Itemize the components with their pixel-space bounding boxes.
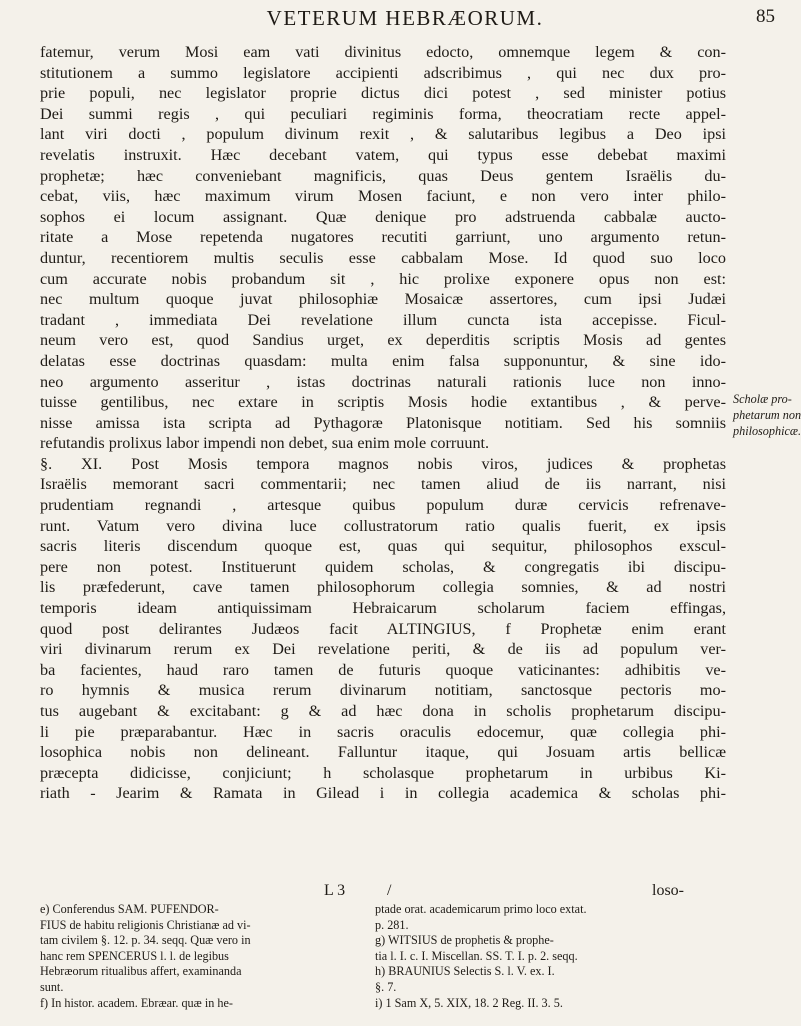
footnote-line: Hebræorum ritualibus affert, examinanda [40,964,242,979]
text-line: ro hymnis & musica rerum divinarum notitiam, sanctosque pectoris mo- [40,681,726,700]
text-line: cebat, viis, hæc maximum virum Mosen faciunt, e non vero inter philo- [40,187,726,206]
footnotes-left-column [40,902,365,1011]
signature-tick: / [387,882,392,899]
text-line: tuisse gentilibus, nec extare in scriptis Mosis hodie extantibus , & perve- [40,393,726,412]
text-line: quod post delirantes Judæos facit ALTINGIUS, f Prophetæ enim erant [40,619,726,638]
text-line: lis præfederunt, cave tamen philosophorum collegia somnies, & ad nostri [40,578,726,597]
text-line: neo argumento asseritur , istas doctrinas naturali rationis luce non inno- [40,372,726,391]
text-line: præcepta didicisse, conjiciunt; h scholasque prophetarum in urbibus Ki- [40,763,726,782]
signature-line [0,882,801,902]
text-line: duntur, recentiorem multis seculis esse cabbalam Mose. Id quod suo loco [40,248,726,267]
text-line: Dei summi regis , qui peculiari regiminis forma, theocratiam recte appel- [40,104,726,123]
text-line: prudentiam regnandi , artesque quibus populum duræ cervicis refrenave- [40,496,726,515]
footnotes-right-column [375,902,725,1011]
footnote-line: §. 7. [375,979,397,994]
text-line: lant viri docti , populum divinum rexit , & salutaribus legibus a Deo ipsi [40,125,726,144]
text-line: nec multum quoque juvat philosophiæ Mosaicæ assertores, cum ipsi Judæi [40,290,726,309]
catchword: loso- [652,882,684,899]
footnote-line: hanc rem SPENCERUS l. l. de legibus [40,948,229,963]
footnotes [40,902,728,1022]
text-line: runt. Vatum vero divina luce collustratorum ratio qualis fuerit, ex ipsis [40,516,726,535]
text-line: ritate a Mose repetenda nugatores recutiti garriunt, uno argumento retun- [40,228,726,247]
footnote-line: sunt. [40,979,64,994]
text-line: ba facientes, haud raro tamen de futuris quoque vaticinantes: adhibitis ve- [40,660,726,679]
text-line: tus augebant & excitabant: g & ad hæc dona in scholis prophetarum discipu- [40,702,726,720]
text-line: losophica nobis non delineant. Falluntur itaque, qui Josuam artis bellicæ [40,743,726,762]
footnote-line: FIUS de habitu religionis Christianæ ad vi- [40,917,251,932]
footnote-line: e) Conferendus SAM. PUFENDOR- [40,902,219,916]
marginal-note-line: phetarum non [733,408,801,422]
text-line: refutandis prolixus labor impendi non debet, sua enim mole corruunt. [40,434,490,453]
text-line: stitutionem a summo legislatore accipienti adscribimus , qui nec dux pro- [40,63,726,82]
marginal-note-line: philosophicæ. [733,424,801,438]
text-line: nisse amissa ista scripta ad Pythagoræ Platonisque notitiam. Sed his somniis [40,413,726,432]
text-line: tradant , immediata Dei revelatione illum cuncta ista accepisse. Ficul- [40,310,726,329]
footnote-line: p. 281. [375,917,409,932]
text-line: prophetæ; hæc conveniebant magnificis, quas Deus gentem Israëlis du- [40,166,726,185]
text-line: temporis ideam antiquissimam Hebraicarum scholarum faciem effingas, [40,599,726,618]
page-header [0,6,801,42]
text-line: Israëlis memorant sacri commentarii; nec tamen aliud de iis narrant, nisi [40,475,726,494]
footnote-line: i) 1 Sam X, 5. XIX, 18. 2 Reg. II. 3. 5. [375,995,563,1010]
text-line: sophos ei locum assignant. Quæ denique pro adstruenda cabbalæ aucto- [40,207,726,226]
text-line: sacris literis discendum quoque est, quas qui sequitur, philosophos exscul- [40,537,726,556]
footnote-line: f) In histor. academ. Ebræar. quæ in he- [40,995,233,1010]
running-title: VETERUM HEBRÆORUM. [266,6,544,30]
text-line: §. XI. Post Mosis tempora magnos nobis viros, judices & prophetas [40,454,726,473]
text-line: neum vero est, quod Sandius urget, ex deperditis scriptis Mosis ad gentes [40,331,726,350]
main-text-block [40,42,726,804]
text-line: revelatis instruxit. Hæc decebant vatem, qui typus esse debebat maximi [40,145,726,164]
text-line: pere non potest. Instituerunt quidem scholas, & congregatis ibi discipu- [40,557,726,576]
text-line: fatemur, verum Mosi eam vati divinitus edocto, omnemque legem & con- [40,43,726,61]
marginal-note [733,391,801,439]
signature-mark: L 3 [324,882,346,899]
text-line: prie populi, nec legislator proprie dictus dici potest , sed minister potius [40,84,726,103]
marginal-note-line: Scholæ pro- [733,392,792,406]
footnote-line: tam civilem §. 12. p. 34. seqq. Quæ vero in [40,933,251,948]
footnote-line: g) WITSIUS de prophetis & prophe- [375,933,554,948]
footnote-line: tia l. I. c. I. Miscellan. SS. T. I. p. 2. seqq. [375,948,578,963]
page-number: 85 [756,6,775,27]
footnote-line: ptade orat. academicarum primo loco extat. [375,902,587,916]
footnote-line: h) BRAUNIUS Selectis S. l. V. ex. I. [375,964,555,979]
text-line: li pie præparabantur. Hæc in sacris oraculis edocemur, quæ collegia phi- [40,722,726,741]
text-line: cum accurate nobis probandum sit , hic prolixe exponere opus non est: [40,269,726,288]
text-line: viri divinarum rerum ex Dei revelatione periti, & de iis ad populum ver- [40,640,726,659]
text-line: riath - Jearim & Ramata in Gilead i in collegia academica & scholas phi- [40,784,726,803]
text-line: delatas esse doctrinas quasdam: multa enim falsa supponuntur, & sine ido- [40,351,726,370]
